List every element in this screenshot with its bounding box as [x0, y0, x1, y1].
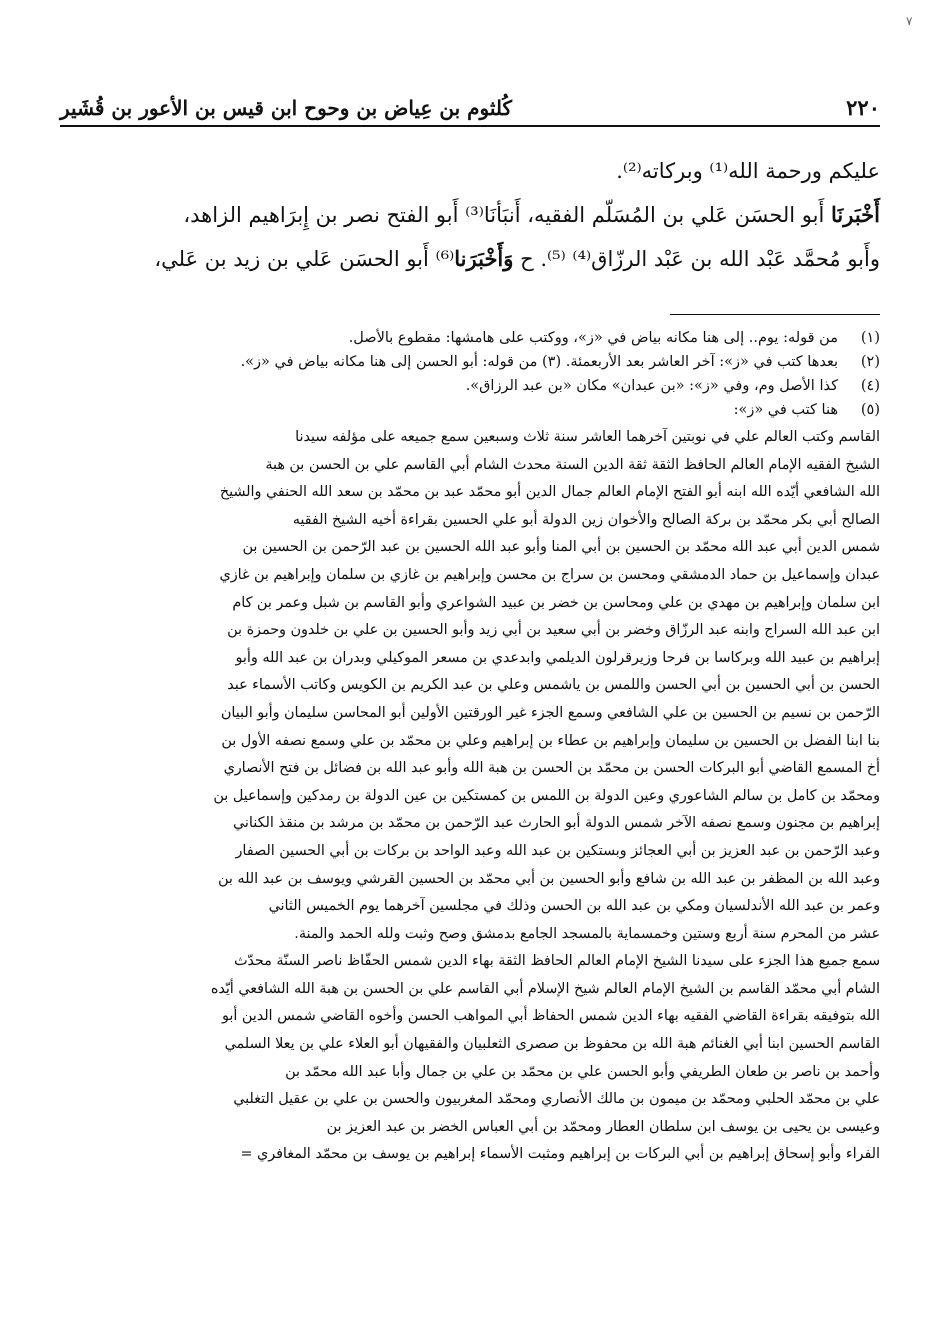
- akhbarana-keyword: أَخْبَرنَا: [831, 202, 880, 227]
- samaa-line: ابن سلمان وإبراهيم بن مهدي بن علي ومحاسن بن خضر بن عبيد الشواعري وأبو القاسم بن شبل وعمر بن كام: [232, 594, 880, 611]
- footnote: [60, 398, 880, 422]
- chain-line-2: [60, 237, 880, 281]
- samaa-line: ابن عبد الله السراج وابنه عبد الرزّاق وخضر بن أبي سعيد بن أبي زيد وأبو الحسين بن علي بن خلدون وحمزة بن: [227, 622, 880, 639]
- footnote-number: (١): [860, 330, 880, 346]
- greeting-line: عليكم ورحمة الله⁽¹⁾ وبركاته⁽²⁾.: [616, 159, 880, 183]
- samaa-line: ومحمّد بن كامل بن سالم الشاعوري وعين الدولة بن اللمس بن كمستكين بن عين الدولة بن رمدكين وإسماعيل بن: [213, 787, 880, 804]
- header-rule: [60, 125, 880, 127]
- samaa-line: وعيسى بن يحيى بن يوسف ابن سلطان العطار ومحمّد بن أبي العباس الخضر بن عبد العزيز بن: [326, 1118, 880, 1135]
- samaa-line: إبراهيم بن عبيد الله وبركاسا بن فرحا وزيرقرلون الديلمي وابدعدي بن مسعر الموكيلي وبدران بن عبد الله وأبو: [235, 649, 880, 666]
- running-title: كُلثوم بن عِياض بن وحوح ابن قيس بن الأعور بن قُشَير: [60, 96, 512, 120]
- main-text: [60, 150, 880, 281]
- page-number: ٢٢٠: [846, 95, 880, 120]
- chain-line-1: [60, 193, 880, 237]
- footnote: [60, 326, 880, 350]
- samaa-line: القاسم وكتب العالم علي في نوبتين آخرهما العاشر سنة ثلاث وسبعين سمع جميعه على مؤلفه سيدنا: [295, 429, 880, 445]
- footnote-number: (٥): [860, 402, 880, 418]
- samaa-line: القاسم الحسين ابنا أبي الغنائم هبة الله بن محفوظ بن صصرى الثعلبيان والفقيهان أبو العلاء علي بن يعلا السلمي: [224, 1036, 880, 1053]
- samaa-line: الله الشافعي أيّده الله ابنه أبو الفتح الإمام العالم جمال الدين أبو محمّد عبد بن محمّد بن سعد الله الحنفي والشيخ: [219, 484, 880, 501]
- chain-line-2-end: ⁽⁶⁾ أَبو الحسَن عَلي بن زيد بن عَلي،: [154, 247, 455, 271]
- samaa-line: شمس الدين أبي عبد الله محمّد بن الحسين بن أبي المنا وأبو عبد الله الحسين بن عبد الرّحمن بن الحسين بن: [242, 539, 880, 556]
- wa-akhbarana-keyword: وَأَخْبَرَنا: [454, 246, 514, 271]
- samaa-line: أخ المسمع القاضي أبو البركات الحسن بن محمّد بن الحسن بن هبة الله وأبو عبد الله بن فضائل بن فتح الأنصاري: [223, 760, 880, 777]
- chain-line-1-text: أَبو الحسَن عَلي بن المُسَلّم الفقيه، أَنبَأنَا⁽³⁾ أَبو الفتح نصر بن إِبرَاهيم الزاهد،: [183, 203, 832, 227]
- samaa-line: الرّحمن بن نسيم بن الحسين بن علي الشافعي وسمع الجزء غير الورقتين الأولين أبو المحاسن سليمان وأبو البيان: [220, 704, 880, 721]
- samaa-line: الشام أبي محمّد القاسم بن الشيخ الإمام العالم شيخ الإسلام أبي القاسم علي بن الحسن بن هبة الله الشافعي أيّده: [210, 980, 880, 997]
- footnotes: [60, 326, 880, 1169]
- footnote-number: (٢): [860, 354, 880, 370]
- samaa-line: الله بتوفيقه بقراءة القاضي الفقيه بهاء الدين شمس الحفاظ أبي المواهب الحسن وأخوه القاضي شمس الدين أبو: [221, 1008, 880, 1025]
- footnote: [60, 374, 880, 398]
- samaa-line: الشيخ الفقيه الإمام العالم الحافظ الثقة ثقة الدين السنة محدث الشام أبي القاسم علي بن الحسن بن هبة: [265, 456, 880, 473]
- samaa-note-block: [60, 424, 880, 1169]
- margin-mark: ٧: [906, 14, 913, 28]
- footnote-text: كذا الأصل وم، وفي «ز»: «بن عبدان» مكان «بن عبد الرزاق».: [465, 378, 838, 394]
- samaa-line: وأحمد بن ناصر بن طعان الطريفي وأبو الحسن علي بن محمّد بن علي بن جمال وأبا عبد الله محمّد بن: [285, 1063, 880, 1080]
- samaa-line: عبدان وإسماعيل بن حماد الدمشقي ومحسن بن سراج بن محسن وإبراهيم بن غازي بن سلمان وإبراهيم بن غازي: [219, 566, 880, 583]
- footnote-text: من قوله: يوم.. إلى هنا مكانه بياض في «ز»، ووكتب على هامشها: مقطوع بالأصل.: [348, 330, 838, 346]
- samaa-line: وعمر بن عبد الله الأندلسيان ومكي بن عبد الله بن الحسن وذلك في مجلسين آخرهما يوم الخميس الثاني: [268, 898, 880, 915]
- samaa-line: سمع جميع هذا الجزء على سيدنا الشيخ الإمام العالم الحافظ الثقة بهاء الدين شمس الحفّاظ ناصر السنّة محدّث: [233, 953, 880, 970]
- samaa-line: بنا ابنا الفضل بن الحسين بن سليمان وإبراهيم بن عطاء بن إبراهيم وعلي بن محمّد بن علي وسمع نصفه الأول بن: [221, 732, 880, 749]
- samaa-line: الفراء وأبو إسحاق إبراهيم بن أبي البركات بن إبراهيم ومثبت الأسماء إبراهيم بن يوسف بن محمّد المغافري =: [240, 1146, 880, 1163]
- samaa-line: الحسن بن أبي الحسين بن أبي الحسن واللمس بن ياشمس وعلي بن عبد الكريم بن الكويس وكاتب الأسماء عبد: [227, 677, 880, 694]
- chain-line-2-start: وأَبو مُحمَّد عَبْد الله بن عَبْد الرزّاق⁽⁴⁾ ⁽⁵⁾. ح: [513, 247, 880, 271]
- samaa-line: وعبد الرّحمن بن عبد العزيز بن أبي العجائز وبستكين بن عبد الله وعبد الواحد بن بركات بن أبي الحسين الصفار: [235, 842, 880, 859]
- samaa-line: عشر من المحرم سنة أربع وستين وخمسماية بالمسجد الجامع بدمشق وصح وثبت ولله الحمد والمنة.: [294, 925, 880, 942]
- samaa-line: إبراهيم بن مجنون وسمع نصفه الآخر شمس الدولة أبو الحارث عبد الرّحمن بن محمّد بن مرشد بن منقذ الكناني: [233, 815, 880, 832]
- samaa-line: علي بن محمّد الحلبي ومحمّد بن ميمون بن مالك الأنصاري ومحمّد المغربيون والحسن بن علي بن عقيل التغلبي: [233, 1091, 880, 1108]
- page-header: [60, 84, 880, 120]
- footnote-separator: [670, 314, 880, 315]
- footnote: [60, 350, 880, 374]
- samaa-line: وعبد الله بن المظفر بن عبد الله بن شافع وأبو الحسين بن أبي محمّد بن الحسين القرشي ويوسف بن عبد الله بن: [218, 870, 880, 887]
- samaa-line: الصالح أبي بكر محمّد بن بركة الصالح والأخوان زين الدولة أبو علي الحسين بقراءة أخيه الشيخ الفقيه: [292, 511, 880, 528]
- footnote-text: هنا كتب في «ز»:: [733, 402, 838, 418]
- footnote-text: بعدها كتب في «ز»: آخر العاشر بعد الأربعمئة. (٣) من قوله: أبو الحسن إلى هنا مكانه بياض في «ز».: [240, 354, 838, 370]
- footnote-number: (٤): [860, 378, 880, 394]
